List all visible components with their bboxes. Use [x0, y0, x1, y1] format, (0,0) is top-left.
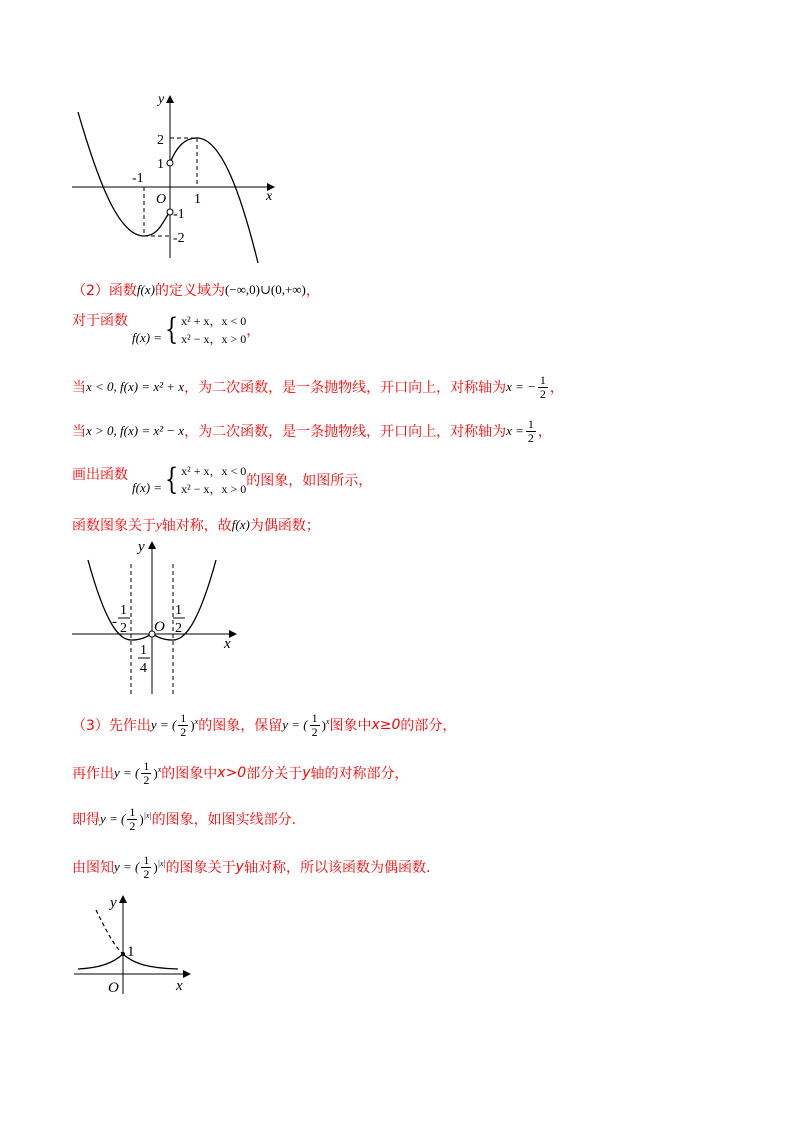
- tick-minus-half-den: 2: [120, 621, 127, 636]
- p2-line6: [72, 515, 320, 535]
- p2-line3: [72, 374, 564, 400]
- p3-line1-frac1: $\frac{1}{2}$: [180, 711, 187, 739]
- p3-line4-c: 轴对称，所以该函数为偶函数.: [243, 860, 431, 877]
- label-origin: O: [156, 192, 167, 207]
- p2-line4-axis: x =: [506, 423, 524, 439]
- curve-dashed-reference: [96, 910, 123, 954]
- label-y: y: [158, 92, 165, 107]
- p3-line2-c: 部分关于: [246, 766, 303, 783]
- p2-line3-end: ，: [549, 380, 564, 397]
- label-x: x: [176, 978, 183, 994]
- p3-line1-exp2: )$^x$: [321, 716, 330, 733]
- label-origin: O: [154, 619, 165, 635]
- graph-3-exponential: [68, 890, 198, 1000]
- p2-line4-half: $\frac{1}{2}$: [527, 417, 534, 445]
- p3-line4: [72, 854, 430, 880]
- p2-line5-case1: x² + x，x < 0: [181, 464, 247, 478]
- p2-line1-text: （2）函数: [72, 283, 137, 299]
- label-y: y: [138, 539, 145, 555]
- p3-line3: [72, 806, 296, 832]
- p2-line6-c: 为偶函数；: [249, 518, 320, 534]
- p2-line3-half: $\frac{1}{2}$: [539, 373, 546, 401]
- p3-line2-d: 轴的对称部分，: [310, 766, 409, 783]
- p3-line3-a: 即得: [72, 812, 100, 829]
- p2-line5-end: 的图象，如图所示，: [246, 473, 373, 489]
- tick-quarter-num: 1: [140, 643, 147, 658]
- open-point-1: [167, 160, 173, 166]
- p2-domain: (−∞,0)∪(0,+∞): [224, 282, 306, 297]
- p3-line2-frac: $\frac{1}{2}$: [143, 759, 150, 787]
- p2-line3-pre: 当: [72, 380, 86, 397]
- p3-line1-exp1: )$^x$: [190, 716, 199, 733]
- curve-left-solid: [78, 954, 123, 969]
- tick-1-y: 1: [157, 157, 164, 172]
- tick-half-den: 2: [175, 621, 182, 636]
- point-0-1: [121, 952, 125, 956]
- p3-line1-expr2: y = (: [282, 717, 308, 733]
- p3-line4-exp: )$^{|x|}$: [153, 858, 166, 875]
- p3-line2-cond: x>0: [217, 765, 247, 782]
- p2-line4-math: x > 0, f(x) = x² − x: [86, 423, 185, 439]
- p2-line1-fx: f(x): [136, 282, 155, 297]
- p2-fx-lhs: f(x) =: [132, 330, 163, 345]
- label-x: x: [266, 189, 273, 204]
- p3-line4-a: 由图知: [72, 860, 114, 877]
- p3-line3-b: 的图象，如图实线部分.: [151, 812, 297, 829]
- p3-line1-cond: x≥0: [371, 717, 401, 734]
- graph-2-even-parabola: [68, 536, 248, 698]
- p3-line1-a: （3）先作出: [72, 718, 151, 735]
- p2-line4-end: ，: [537, 424, 552, 441]
- tick-quarter-den: 4: [140, 661, 147, 676]
- tick-minus2-y: -2: [173, 231, 185, 246]
- p3-line4-frac: $\frac{1}{2}$: [143, 853, 150, 881]
- p3-line2-exp: )$^x$: [153, 764, 162, 781]
- p2-line5-piecewise: { x² + x，x < 0 x² − x，x > 0: [164, 462, 247, 497]
- p2-line6-a: 函数图象关于: [72, 518, 156, 534]
- graph-1-cubic: [60, 88, 290, 268]
- p3-line1-d: 的部分，: [400, 718, 457, 735]
- p2-line6-y: y: [156, 517, 162, 532]
- p3-line4-b: 的图象关于: [165, 860, 236, 877]
- label-y: y: [110, 895, 117, 911]
- p2-piecewise: { x² + x，x < 0 x² − x，x > 0: [164, 312, 247, 347]
- tick-1-x: 1: [194, 192, 201, 207]
- p2-line6-fx: f(x): [231, 517, 250, 532]
- p2-case-end: ，: [246, 323, 261, 339]
- p2-line4-pre: 当: [72, 424, 86, 441]
- p2-line5-fx: f(x) =: [132, 480, 163, 495]
- p2-line4-text: ，为二次函数，是一条抛物线，开口向上，对称轴为: [184, 424, 507, 441]
- label-x: x: [224, 636, 231, 652]
- p2-case1: x² + x，x < 0: [181, 314, 247, 328]
- label-origin: O: [108, 980, 119, 996]
- curve-left-branch: [78, 112, 170, 236]
- p2-line1-mid: 的定义域为: [154, 283, 225, 299]
- p2-line1: [72, 280, 320, 300]
- p2-case2: x² − x，x > 0: [181, 332, 247, 346]
- p3-line1-b: 的图象，保留: [198, 718, 283, 735]
- p2-line6-b: 轴对称，故: [161, 518, 232, 534]
- p2-line5: [72, 462, 372, 498]
- tick-2: 2: [157, 133, 164, 148]
- p3-line4-y: y: [235, 859, 244, 876]
- tick-minus1-x: -1: [132, 171, 144, 186]
- p2-line5-text: 画出函数: [72, 467, 128, 483]
- p2-line2-text: 对于函数: [72, 313, 128, 329]
- p3-line1-expr1: y = (: [150, 717, 177, 733]
- p2-line4: [72, 418, 552, 444]
- p2-line3-axis: x = −: [506, 379, 536, 395]
- tick-1: 1: [127, 944, 135, 960]
- p3-line3-frac: $\frac{1}{2}$: [129, 805, 136, 833]
- tick-minus-sign: -: [112, 614, 117, 630]
- p3-line3-exp: )$^{|x|}$: [139, 810, 152, 827]
- p3-line1-frac2: $\frac{1}{2}$: [311, 711, 318, 739]
- p2-line1-end: ，: [305, 283, 320, 299]
- p3-line2-expr: y = (: [114, 765, 140, 781]
- p3-line2-b: 的图象中: [161, 766, 218, 783]
- p3-line2-a: 再作出: [72, 766, 114, 783]
- p3-line2: [72, 760, 409, 786]
- p3-line1-c: 图象中: [329, 718, 372, 735]
- p2-line3-text: ，为二次函数，是一条抛物线，开口向上，对称轴为: [184, 380, 507, 397]
- p2-line2: [72, 312, 260, 348]
- tick-minus1-y: -1: [173, 207, 185, 222]
- p3-line1: [72, 712, 456, 738]
- tick-minus-half-num: 1: [120, 603, 127, 618]
- tick-half-num: 1: [175, 603, 182, 618]
- p3-line4-expr: y = (: [114, 859, 140, 875]
- p2-line3-math: x < 0, f(x) = x² + x: [86, 379, 185, 395]
- p3-line3-expr: y = (: [100, 811, 126, 827]
- p2-line5-case2: x² − x，x > 0: [181, 482, 247, 496]
- p3-line2-y: y: [302, 765, 311, 782]
